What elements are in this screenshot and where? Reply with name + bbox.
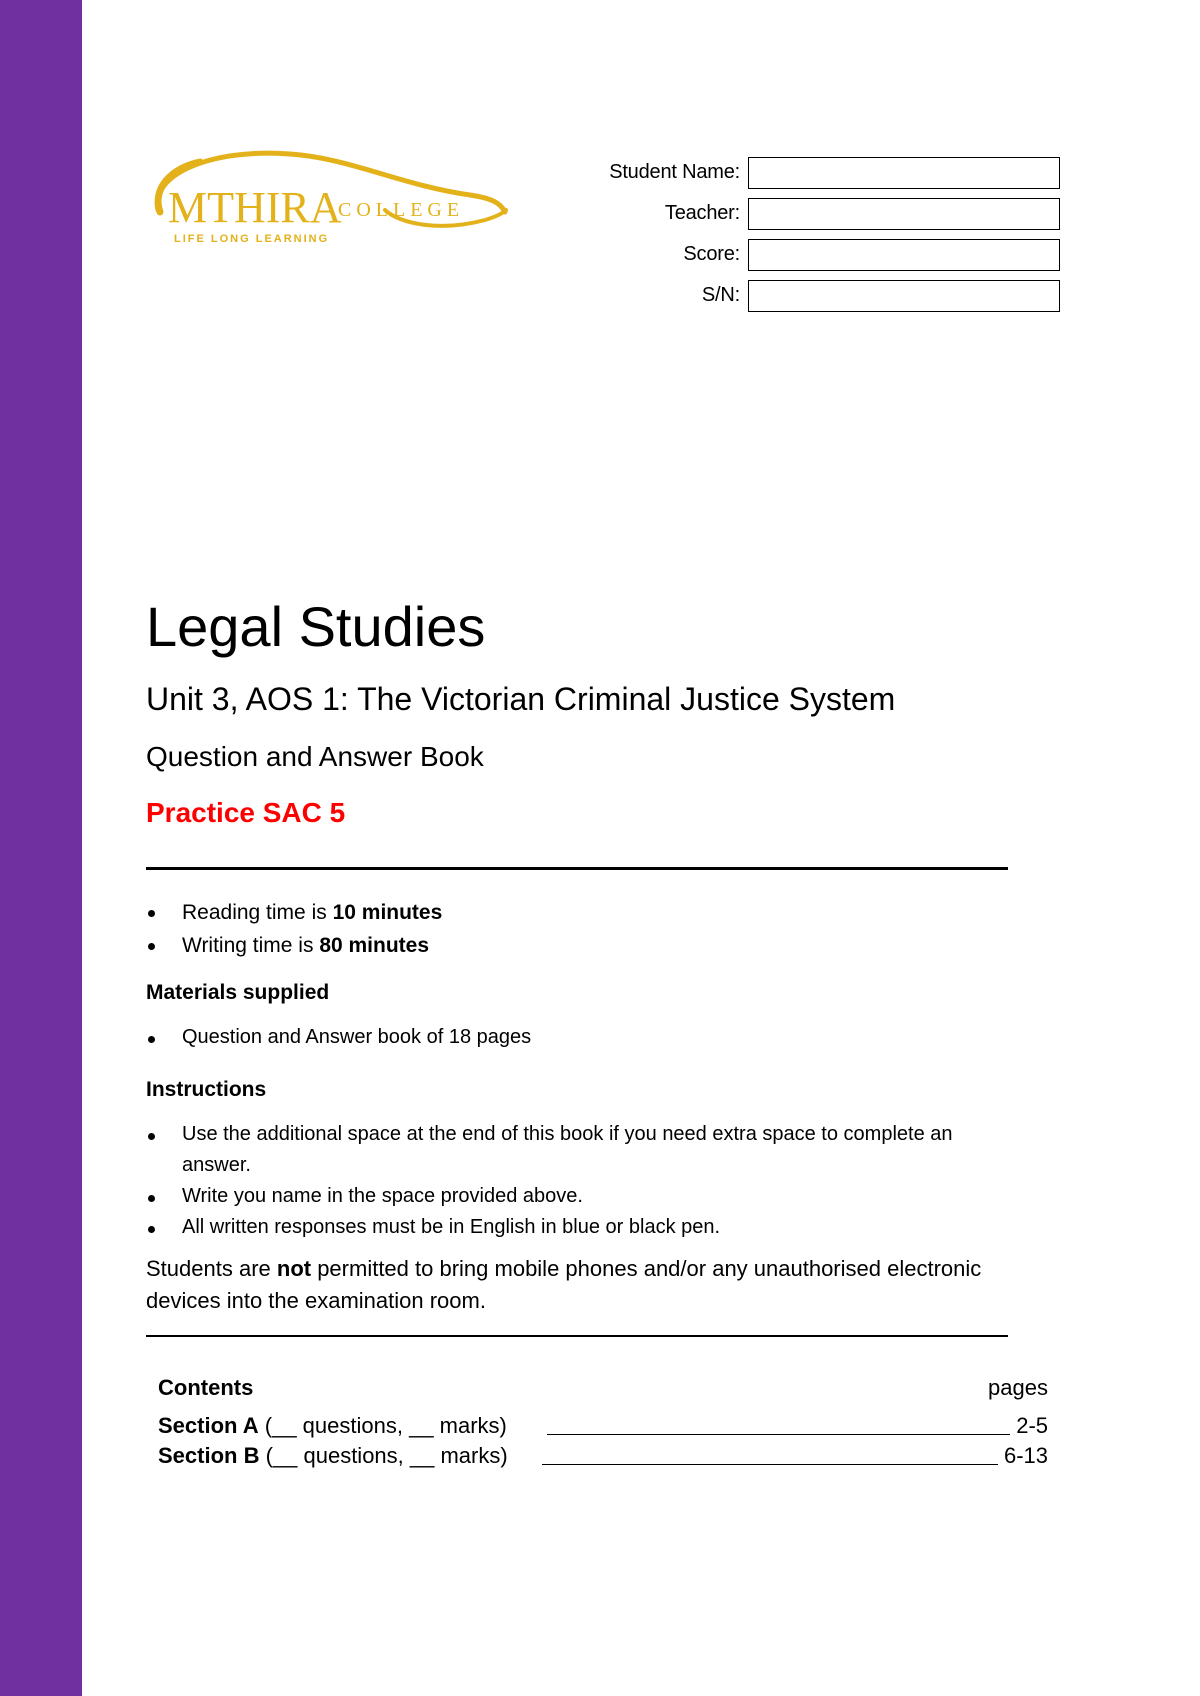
score-label: Score:: [683, 243, 740, 265]
pages-heading: pages: [988, 1374, 1048, 1400]
materials-list: [146, 1022, 1046, 1053]
college-logo: [140, 140, 510, 250]
logo-tagline: LIFE LONG LEARNING: [174, 233, 330, 245]
section-b-name: Section B: [158, 1442, 260, 1468]
timing-list: [146, 896, 1046, 962]
contents-row-section-b: [158, 1441, 1048, 1471]
subject-title: Legal Studies: [146, 595, 486, 658]
sn-row: [500, 278, 1060, 313]
teacher-field[interactable]: [748, 198, 1060, 230]
instructions-heading: Instructions: [146, 1078, 267, 1102]
leader-line: [542, 1464, 998, 1465]
instruction-item: All written responses must be in English in blue or black pen.: [146, 1212, 1026, 1243]
contents-row-section-a: [158, 1411, 1048, 1441]
contents-table: [158, 1373, 1048, 1471]
score-field[interactable]: [748, 239, 1060, 271]
reading-time-value: 10 minutes: [332, 901, 443, 925]
teacher-label: Teacher:: [664, 202, 740, 224]
notice-prefix: Students are: [146, 1256, 277, 1282]
unit-subtitle: Unit 3, AOS 1: The Victorian Criminal Justice System: [146, 680, 896, 717]
divider-rule: [146, 867, 1008, 870]
book-name: Question and Answer Book: [146, 740, 484, 772]
section-a-name: Section A: [158, 1412, 259, 1438]
student-name-row: [500, 155, 1060, 190]
leader-line: [547, 1434, 1010, 1435]
side-color-bar: [0, 0, 82, 1696]
logo-college-text: COLLEGE: [338, 199, 465, 221]
instructions-list: [146, 1119, 1026, 1243]
score-row: [500, 237, 1060, 272]
section-a-pages: 2-5: [1016, 1412, 1048, 1438]
divider-rule-thin: [146, 1335, 1008, 1337]
sn-label: S/N:: [701, 284, 740, 306]
instruction-item: Use the additional space at the end of this book if you need extra space to complete an answer.: [146, 1119, 1026, 1181]
logo-name-text: MTHIRA: [168, 183, 342, 232]
practice-label: Practice SAC 5: [146, 796, 346, 828]
teacher-row: [500, 196, 1060, 231]
section-b-detail: (__ questions, __ marks): [259, 1442, 508, 1468]
reading-time-item: [146, 896, 1046, 929]
writing-time-value: 80 minutes: [319, 934, 430, 958]
writing-time-prefix: Writing time is: [182, 934, 320, 958]
section-b-entry: [158, 1441, 508, 1471]
student-name-field[interactable]: [748, 157, 1060, 189]
cover-content: [146, 596, 1046, 1471]
contents-header-row: [158, 1373, 1048, 1403]
sn-field[interactable]: [748, 280, 1060, 312]
reading-time-prefix: Reading time is: [182, 901, 333, 925]
materials-heading: Materials supplied: [146, 981, 330, 1005]
instruction-item: Write you name in the space provided above.: [146, 1181, 1026, 1212]
notice-emphasis: not: [276, 1256, 312, 1282]
section-a-detail: (__ questions, __ marks): [258, 1412, 507, 1438]
student-name-label: Student Name:: [609, 161, 740, 183]
materials-item: Question and Answer book of 18 pages: [146, 1022, 1046, 1053]
section-a-entry: [158, 1411, 507, 1441]
contents-heading: Contents: [158, 1374, 254, 1400]
devices-notice: [146, 1253, 1006, 1317]
student-details-form: [500, 155, 1060, 319]
section-b-pages: 6-13: [1003, 1442, 1048, 1468]
notice-suffix: permitted to bring mobile phones and/or any unauthorised electronic devices into the examination room.: [146, 1256, 982, 1314]
writing-time-item: [146, 929, 1046, 962]
